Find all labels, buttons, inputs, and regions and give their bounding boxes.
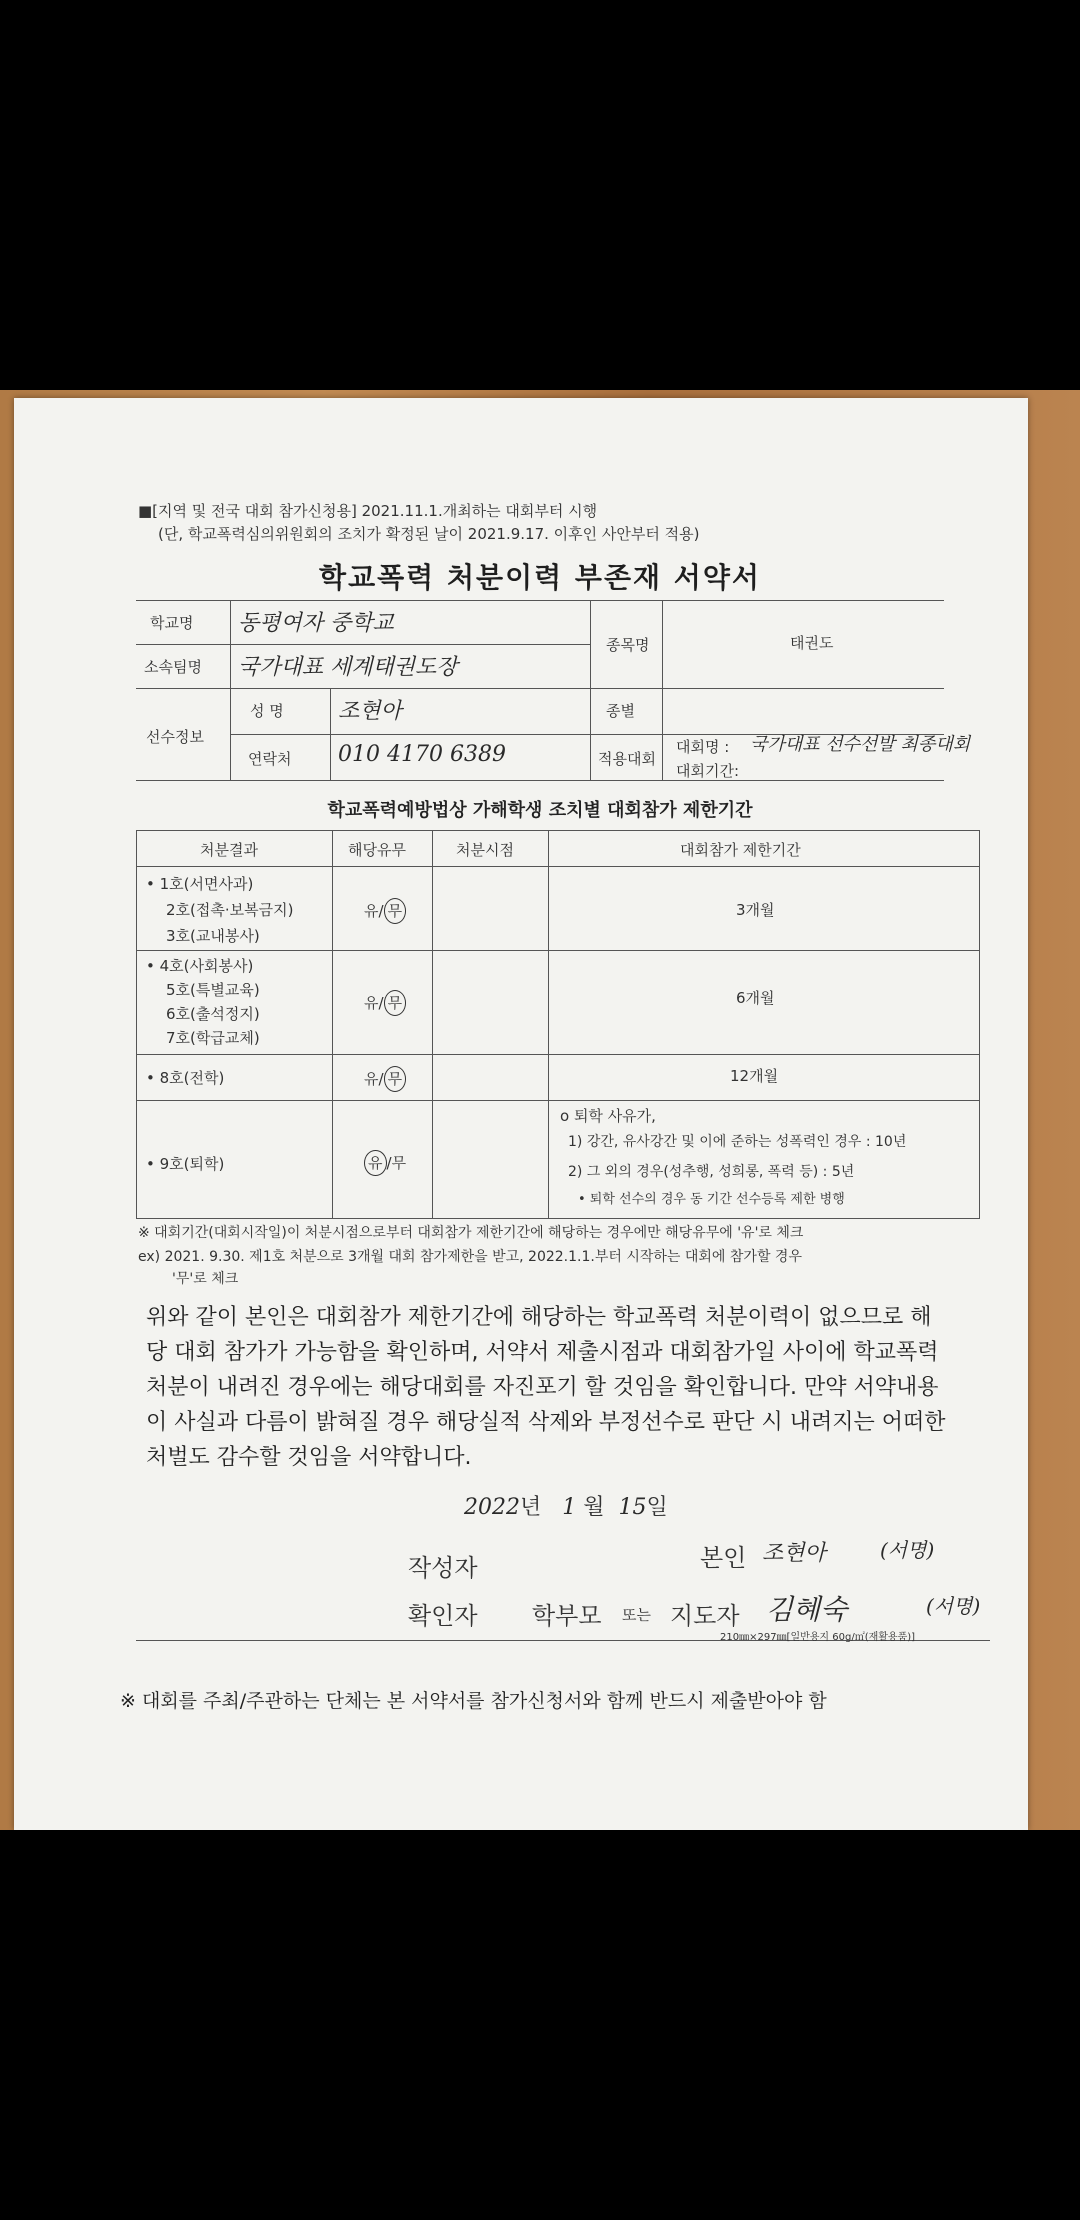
- paper-spec: 210㎜×297㎜[일반용지 60g/㎡(재활용품)]: [720, 1632, 916, 1643]
- row4-line-3: 2) 그 외의 경우(성추행, 성희롱, 폭력 등) : 5년: [568, 1164, 855, 1180]
- row1-item-a: • 1호(서면사과): [146, 875, 254, 893]
- row1-mu-circled: 무: [384, 898, 407, 924]
- header-line-2: (단, 학교폭력심의위원회의 조치가 확정된 날이 2021.9.17. 이후인 사안부터 적용): [158, 525, 700, 543]
- contest-period-label: 대회기간:: [676, 762, 740, 780]
- row3-item-a: • 8호(전학): [146, 1069, 225, 1087]
- team-label: 소속팀명: [144, 658, 202, 676]
- info-table-border: [136, 600, 944, 601]
- row1-yn: 유/ 무: [364, 898, 406, 924]
- row2-mu-circled: 무: [384, 990, 407, 1016]
- event-label: 종목명: [606, 636, 650, 654]
- row4-yu-circled: 유: [364, 1150, 387, 1176]
- footer-note: ※ 대회를 주최/주관하는 단체는 본 서약서를 참가신청서와 함께 반드시 제출받아야 함: [120, 1690, 827, 1712]
- contact-value: 010 4170 6389: [338, 742, 506, 767]
- name-value: 조현아: [338, 699, 402, 724]
- row1-item-b: 2호(접촉·보복금지): [166, 901, 294, 919]
- self-signature: 조현아: [762, 1541, 826, 1566]
- contest-name-label: 대회명 :: [676, 738, 730, 756]
- row1-item-c: 3호(교내봉사): [166, 927, 260, 945]
- restriction-table-line: [136, 830, 137, 1218]
- row3-yn: 유/ 무: [364, 1066, 406, 1092]
- row2-yn: 유/ 무: [364, 990, 406, 1016]
- note-2: ex) 2021. 9.30. 제1호 처분으로 3개월 대회 참가제한을 받고, 2022.1.1.부터 시작하는 대회에 참가할 경우: [138, 1249, 802, 1265]
- seal-mark-2: (서명): [926, 1594, 981, 1618]
- table-subtitle: 학교폭력예방법상 가해학생 조치별 대회참가 제한기간: [327, 800, 753, 821]
- row2-limit: 6개월: [736, 989, 775, 1007]
- info-table-line: [590, 600, 591, 780]
- confirm-label: 확인자: [408, 1602, 478, 1630]
- header-line-1: ■[지역 및 전국 대회 참가신청용] 2021.11.1.개최하는 대회부터 시행: [138, 502, 598, 520]
- row4-item-a: • 9호(퇴학): [146, 1155, 225, 1173]
- team-value: 국가대표 세계태권도장: [238, 655, 458, 680]
- parent-label: 학부모: [532, 1602, 602, 1630]
- col-header-time: 처분시점: [456, 841, 514, 859]
- contact-label: 연락처: [248, 750, 292, 768]
- restriction-table-line: [136, 1100, 980, 1101]
- seal-mark-1: (서명): [880, 1538, 935, 1562]
- restriction-table-line: [136, 866, 980, 867]
- school-label: 학교명: [150, 614, 194, 632]
- pledge-date: 2022년 1 월 15일: [464, 1495, 668, 1520]
- or-label: 또는: [622, 1606, 651, 1624]
- row3-limit: 12개월: [730, 1067, 779, 1085]
- restriction-table-line: [136, 950, 980, 951]
- restriction-table-line: [332, 830, 333, 1218]
- restriction-table-line: [432, 830, 433, 1218]
- info-table-line: [136, 688, 944, 689]
- name-label: 성 명: [250, 702, 284, 720]
- restriction-table-line: [136, 1054, 980, 1055]
- info-table-line: [662, 600, 663, 780]
- row2-item-b: 5호(특별교육): [166, 981, 260, 999]
- author-label: 작성자: [408, 1554, 478, 1582]
- pledge-paragraph: 위와 같이 본인은 대회참가 제한기간에 해당하는 학교폭력 처분이력이 없으므로 해당 대회 참가가 가능함을 확인하며, 서약서 제출시점과 대회참가일 사이에 학교폭력 처분이 내려진 경우에는 해당대회를 자진포기 할 것임을 확인합니다. 만약 서약내용이 사실과 다름이 밝혀질 경우 해당실적 삭제와 부정선수로 판단 시 내려지는 어떠한 처벌도 감수할 것임을 서약합니다.: [146, 1305, 946, 1470]
- info-table-line: [136, 780, 944, 781]
- apply-contest-label: 적용대회: [598, 750, 656, 768]
- restriction-table-line: [548, 830, 549, 1218]
- player-info-label: 선수정보: [146, 728, 204, 746]
- row2-item-a: • 4호(사회봉사): [146, 957, 254, 975]
- restriction-table-line: [979, 830, 980, 1218]
- coach-label: 지도자: [670, 1602, 740, 1630]
- row1-limit: 3개월: [736, 901, 775, 919]
- info-table-line: [230, 600, 231, 780]
- note-3: '무'로 체크: [172, 1271, 239, 1287]
- event-value: 태권도: [790, 634, 834, 652]
- restriction-table-border: [136, 1218, 980, 1219]
- col-header-limit: 대회참가 제한기간: [680, 841, 801, 859]
- col-header-applicable: 해당유무: [348, 841, 406, 859]
- contest-name-value: 국가대표 선수선발 최종대회: [750, 734, 971, 755]
- document-title: 학교폭력 처분이력 부존재 서약서: [319, 561, 761, 594]
- info-table-line: [330, 688, 331, 780]
- row4-line-4: • 퇴학 선수의 경우 동 기간 선수등록 제한 병행: [578, 1192, 845, 1207]
- info-table-line: [136, 644, 591, 645]
- row4-yn: 유 /무: [364, 1150, 406, 1176]
- school-value: 동평여자 중학교: [238, 611, 394, 636]
- row4-line-2: 1) 강간, 유사강간 및 이에 준하는 성폭력인 경우 : 10년: [568, 1134, 907, 1150]
- self-label: 본인: [700, 1544, 747, 1572]
- note-1: ※ 대회기간(대회시작일)이 처분시점으로부터 대회참가 제한기간에 해당하는 경우에만 해당유무에 '유'로 체크: [138, 1225, 804, 1241]
- restriction-table-border: [136, 830, 980, 831]
- gender-label: 종별: [606, 702, 635, 720]
- row2-item-c: 6호(출석정지): [166, 1005, 260, 1023]
- row3-mu-circled: 무: [384, 1066, 407, 1092]
- coach-signature: 김혜숙: [766, 1593, 848, 1626]
- row4-line-1: o 퇴학 사유가,: [560, 1107, 656, 1125]
- row2-item-d: 7호(학급교체): [166, 1029, 260, 1047]
- col-header-result: 처분결과: [200, 841, 258, 859]
